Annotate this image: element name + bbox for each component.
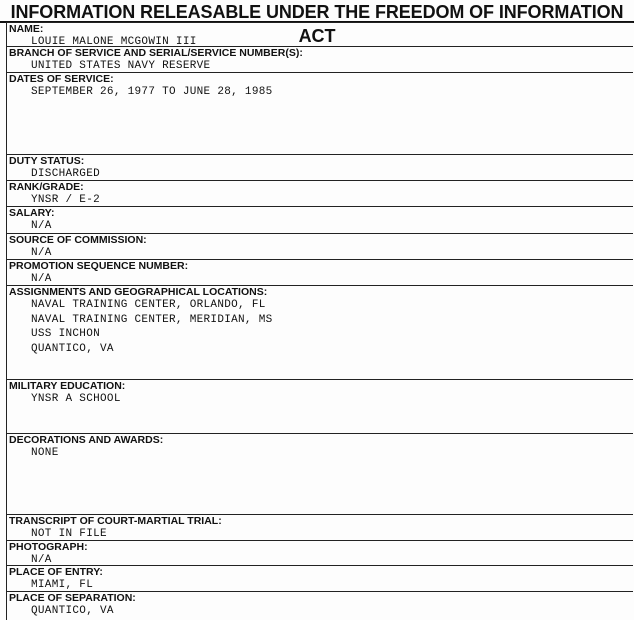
education-label: MILITARY EDUCATION: [9,380,126,392]
decorations-label: DECORATIONS AND AWARDS: [9,434,164,446]
place-entry-section [7,565,633,591]
salary-value: N/A [31,220,52,232]
court-martial-section [7,514,633,540]
place-separation-label: PLACE OF SEPARATION: [9,592,136,604]
education-value: YNSR A SCHOOL [31,393,121,405]
assignment-item: USS INCHON [31,328,101,340]
branch-value: UNITED STATES NAVY RESERVE [31,60,211,72]
photograph-value: N/A [31,554,52,566]
branch-section [7,46,633,72]
page-title: INFORMATION RELEASABLE UNDER THE FREEDOM OF INFORMATION ACT [0,0,634,23]
place-entry-value: MIAMI, FL [31,579,94,591]
rank-value: YNSR / E-2 [31,194,101,206]
duty-status-label: DUTY STATUS: [9,155,85,167]
place-separation-value: QUANTICO, VA [31,605,114,617]
education-section [7,379,633,433]
assignment-item: NAVAL TRAINING CENTER, MERIDIAN, MS [31,313,273,326]
salary-label: SALARY: [9,207,55,219]
promotion-label: PROMOTION SEQUENCE NUMBER: [9,260,189,272]
photograph-label: PHOTOGRAPH: [9,541,88,553]
dates-value: SEPTEMBER 26, 1977 TO JUNE 28, 1985 [31,86,273,98]
name-label: NAME: [9,23,44,35]
assignment-item: QUANTICO, VA [31,342,114,355]
branch-label: BRANCH OF SERVICE AND SERIAL/SERVICE NUMBER(S): [9,47,303,59]
photograph-section [7,540,633,565]
commission-label: SOURCE OF COMMISSION: [9,234,147,246]
name-value: LOUIE MALONE MCGOWIN III [31,36,197,48]
name-section [7,22,633,46]
record-form [6,22,633,620]
place-separation-section [7,591,633,620]
duty-status-value: DISCHARGED [31,168,101,180]
rank-section [7,180,633,206]
court-martial-label: TRANSCRIPT OF COURT-MARTIAL TRIAL: [9,515,222,527]
duty-status-section [7,154,633,180]
dates-label: DATES OF SERVICE: [9,73,114,85]
commission-value: N/A [31,247,52,259]
assignments-label: ASSIGNMENTS AND GEOGRAPHICAL LOCATIONS: [9,286,268,298]
promotion-value: N/A [31,273,52,285]
commission-section [7,233,633,259]
assignment-item: NAVAL TRAINING CENTER, ORLANDO, FL [31,299,266,311]
rank-label: RANK/GRADE: [9,181,84,193]
place-entry-label: PLACE OF ENTRY: [9,566,103,578]
court-martial-value: NOT IN FILE [31,528,107,540]
decorations-value: NONE [31,447,59,459]
salary-section [7,206,633,233]
assignments-section [7,285,633,379]
promotion-section [7,259,633,285]
dates-section [7,72,633,154]
decorations-section [7,433,633,514]
